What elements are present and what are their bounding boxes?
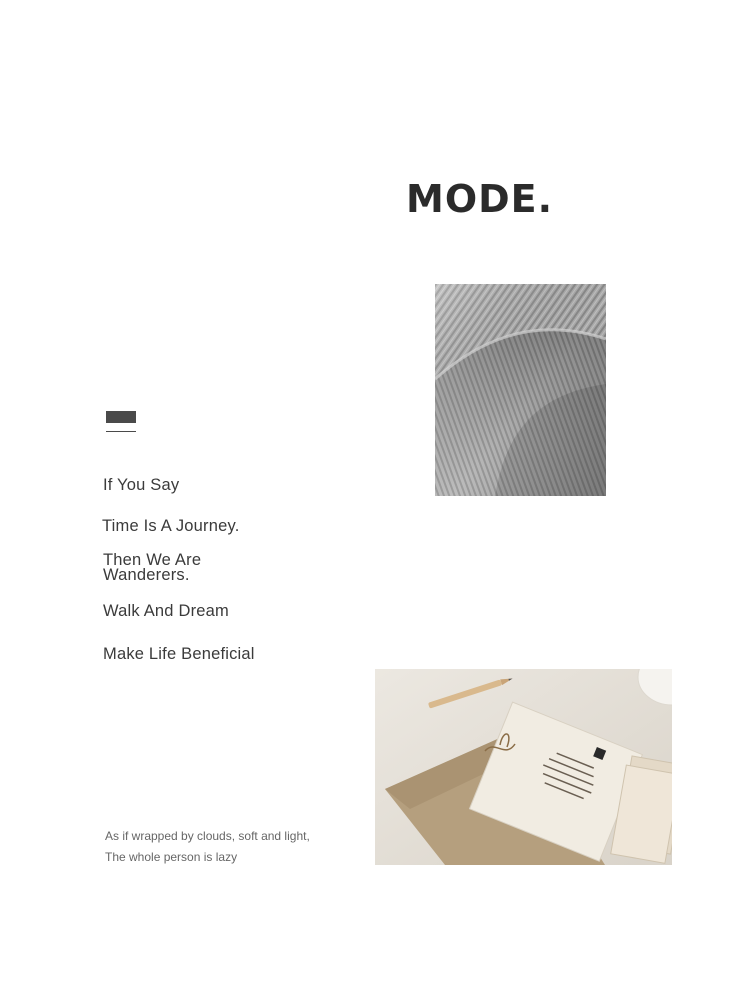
stationery-photo (375, 669, 672, 865)
dash-marker (106, 411, 136, 423)
caption-line-2: The whole person is lazy (105, 850, 238, 864)
phrase-1: If You Say (103, 476, 180, 494)
phrase-3: Then We Are Wanderers. (103, 551, 202, 584)
fabric-photo (435, 284, 606, 496)
phrase-4: Walk And Dream (103, 602, 229, 620)
phrase-2: Time Is A Journey. (102, 517, 240, 535)
page-title: MODE. (406, 177, 554, 221)
phrase-5: Make Life Beneficial (103, 645, 255, 663)
caption-line-1: As if wrapped by clouds, soft and light, (105, 829, 310, 843)
caption (105, 826, 310, 868)
marker-underline (106, 431, 136, 432)
